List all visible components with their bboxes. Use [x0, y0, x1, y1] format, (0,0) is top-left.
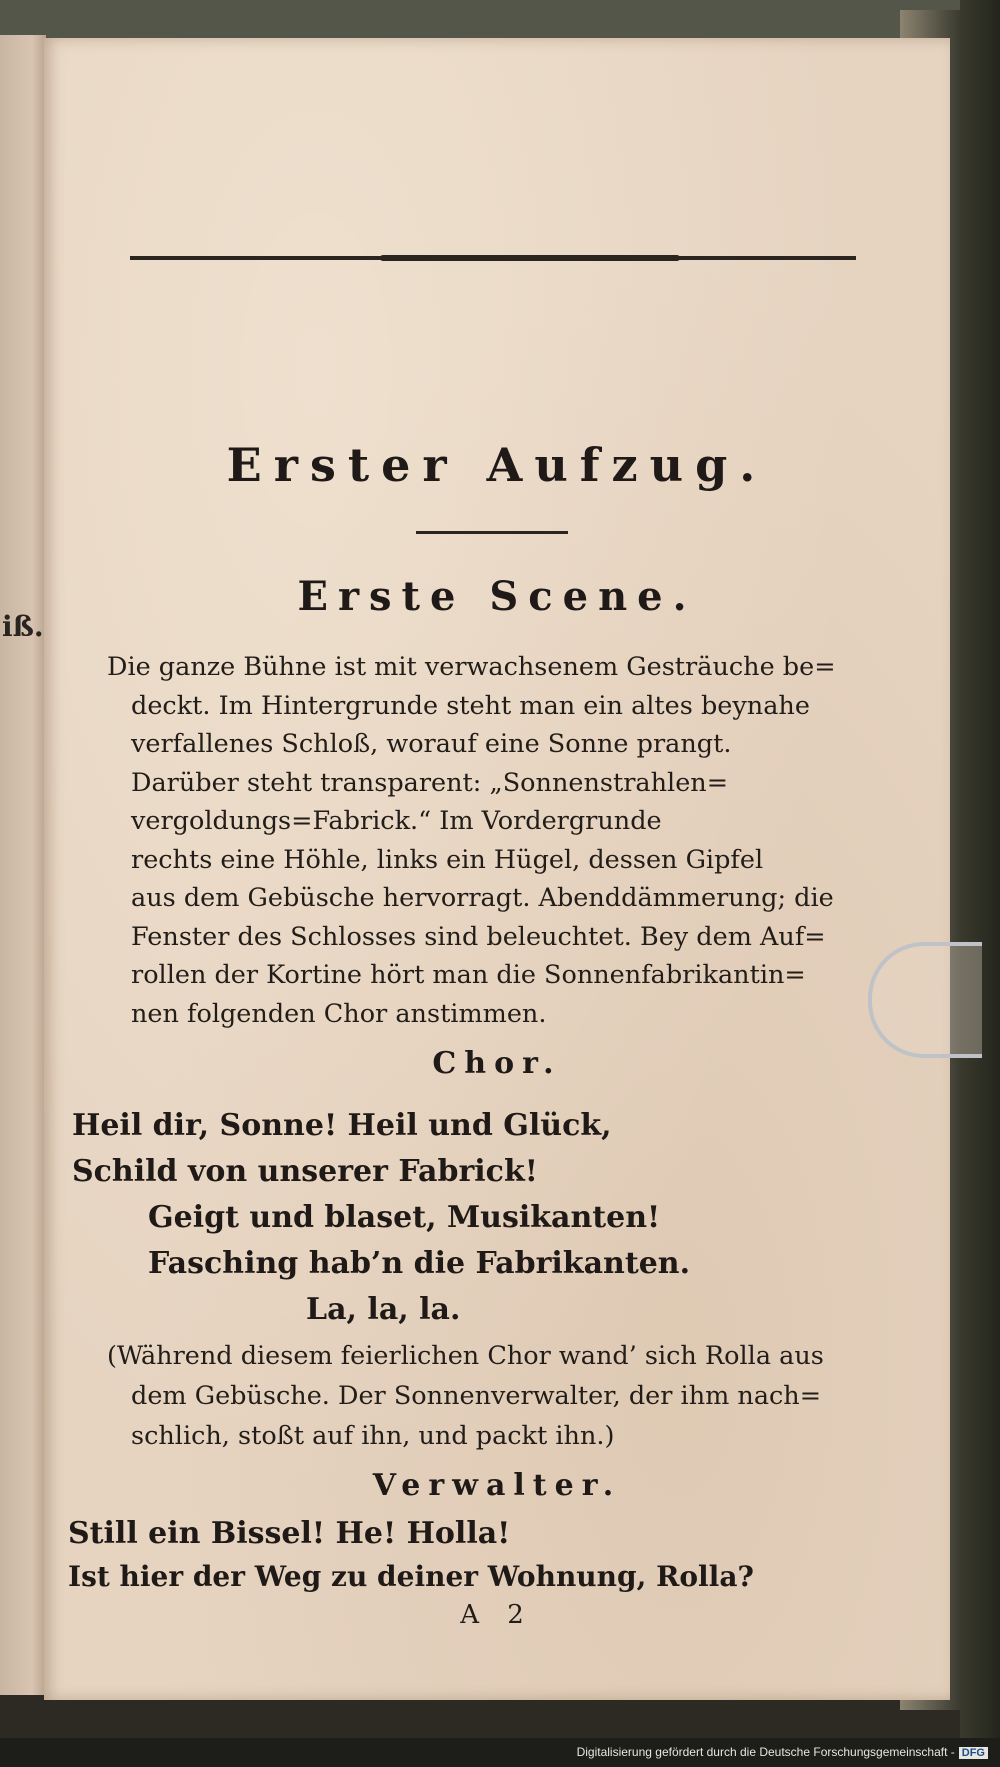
footer-bar [0, 1738, 1000, 1767]
speaker-verwalter: Verwalter. [372, 1468, 622, 1503]
stage-line: nen folgenden Chor anstimmen. [131, 998, 547, 1029]
dfg-logo: DFG [959, 1747, 988, 1759]
act-title: Erster Aufzug. [226, 438, 768, 492]
stage-direction [107, 648, 872, 1033]
chorus-line: Fasching hab’n die Fabrikanten. [148, 1246, 691, 1281]
background-binding [960, 0, 1000, 1767]
stage-line: Fenster des Schlosses sind beleuchtet. Bey dem Auf= [131, 921, 826, 952]
verwalter-line: Still ein Bissel! He! Holla! [68, 1516, 511, 1551]
book-page [44, 38, 950, 1700]
footer-credit [577, 1745, 988, 1759]
stage-line: rechts eine Höhle, links ein Hügel, dessen Gipfel [131, 844, 764, 875]
verwalter-line: Ist hier der Weg zu deiner Wohnung, Rolla? [68, 1560, 754, 1593]
footer-credit-text: Digitalisierung gefördert durch die Deutsche Forschungsgemeinschaft - [576, 1745, 955, 1759]
stage-line: Die ganze Bühne ist mit verwachsenem Gesträuche be= [107, 652, 836, 682]
stage-line: vergoldungs=Fabrick.“ Im Vordergrunde [131, 806, 662, 836]
left-neighbour-page [0, 35, 46, 1695]
stage-direction-2 [107, 1336, 872, 1456]
paper-clip [868, 942, 982, 1058]
stage-line: deckt. Im Hintergrunde steht man ein altes beynahe [131, 690, 810, 721]
scene-title: Erste Scene. [297, 573, 697, 620]
stage-line: verfallenes Schloß, worauf eine Sonne prangt. [131, 729, 732, 759]
stage-line: Darüber steht transparent: „Sonnenstrahlen= [131, 767, 729, 798]
chorus-line: Heil dir, Sonne! Heil und Glück, [72, 1108, 612, 1143]
page-edge-top [0, 0, 960, 40]
page-signature: A 2 [460, 1600, 534, 1630]
left-page-fragment: iß. [2, 610, 44, 643]
chorus-line: Schild von unserer Fabrick! [72, 1154, 538, 1189]
decorative-rule-middle [416, 531, 568, 534]
stage-line: aus dem Gebüsche hervorragt. Abenddämmerung; die [131, 883, 834, 913]
stage-line: dem Gebüsche. Der Sonnenverwalter, der ihm nach= [131, 1381, 822, 1411]
speaker-chorus: Chor. [432, 1046, 562, 1081]
chorus-line: La, la, la. [306, 1292, 461, 1327]
decorative-rule-top [130, 256, 856, 260]
chorus-line: Geigt und blaset, Musikanten! [148, 1200, 661, 1235]
stage-line: rollen der Kortine hört man die Sonnenfabrikantin= [131, 960, 806, 990]
stage-line: schlich, stoßt auf ihn, und packt ihn.) [131, 1421, 615, 1451]
stage-line: (Während diesem feierlichen Chor wand’ sich Rolla aus [107, 1341, 824, 1371]
